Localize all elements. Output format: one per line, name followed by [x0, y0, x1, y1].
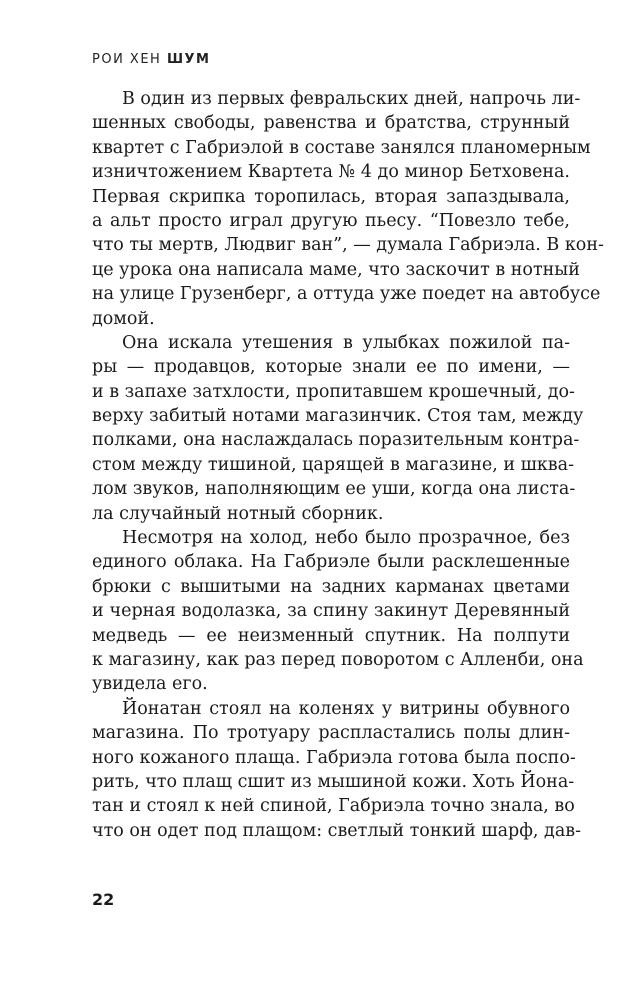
text-line: Йонатан стоял на коленях у витрины обувного [122, 698, 570, 719]
text-line: квартет с Габриэлой в составе занялся планомерным [92, 137, 591, 158]
text-line: верху забитый нотами магазинчик. Стоя там, между [92, 406, 584, 427]
paragraph [92, 87, 604, 331]
text-line: В один из первых февральских дней, напрочь ли- [122, 89, 581, 109]
body-text [92, 87, 604, 843]
text-line: Несмотря на холод, небо было прозрачное, без [122, 528, 570, 549]
text-line: брюки с вышитыми на задних карманах цветами [92, 576, 570, 597]
paragraph [92, 331, 584, 526]
text-line: к магазину, как раз перед поворотом с Алленби, она [92, 649, 584, 670]
text-line: и в запахе затхлости, пропитавшем крошечный, до- [92, 381, 575, 402]
text-line: тан и стоял к ней спиной, Габриэла точно знала, во [92, 796, 575, 817]
text-line: полками, она наслаждалась поразительным контра- [92, 430, 580, 451]
text-line: Она искала утешения в улыбках пожилой па- [122, 332, 570, 353]
text-line: ного кожаного плаща. Габриэла готова была поспо- [92, 747, 576, 768]
text-line: единого облака. На Габриэле были расклешенные [92, 552, 570, 573]
text-line: увидела его. [92, 674, 208, 695]
text-line: лом звуков, наполняющим ее уши, когда она листа- [92, 479, 576, 500]
text-line: ры — продавцов, которые знали ее по имени, — [92, 357, 570, 378]
text-line: стом между тишиной, царящей в магазине, и шква- [92, 454, 574, 475]
paragraph [92, 526, 584, 697]
text-line: что он одет под плащом: светлый тонкий шарф, дав- [92, 820, 582, 841]
text-line: что ты мертв, Людвиг ван”, — думала Габриэла. В кон- [92, 235, 604, 256]
text-line: Первая скрипка торопилась, вторая запаздывала, [92, 186, 570, 207]
text-line: ла случайный нотный сборник. [92, 503, 384, 524]
text-line: шенных свободы, равенства и братства, струнный [92, 113, 570, 134]
text-line: и черная водолазка, за спину закинут Деревянный [92, 601, 570, 622]
text-line: рить, что плащ сшит из мышиной кожи. Хоть Йона- [92, 771, 575, 792]
text-line: магазина. По тротуару распластались полы длин- [92, 723, 570, 744]
text-line: изничтожением Квартета № 4 до минор Бетховена. [92, 162, 570, 183]
running-head [92, 52, 211, 67]
text-line: а альт просто играл другую пьесу. “Повезло тебе, [92, 210, 570, 231]
text-line: домой. [92, 308, 155, 329]
header-book-title: ШУМ [166, 52, 211, 67]
header-author: РОИ ХЕН [92, 52, 162, 67]
text-line: це урока она написала маме, что заскочит в нотный [92, 259, 580, 280]
paragraph [92, 697, 582, 843]
text-line: на улице Грузенберг, а оттуда уже поедет на автобусе [92, 284, 601, 305]
text-line: медведь — ее неизменный спутник. На полпути [92, 625, 570, 646]
page-number: 22 [92, 890, 115, 909]
